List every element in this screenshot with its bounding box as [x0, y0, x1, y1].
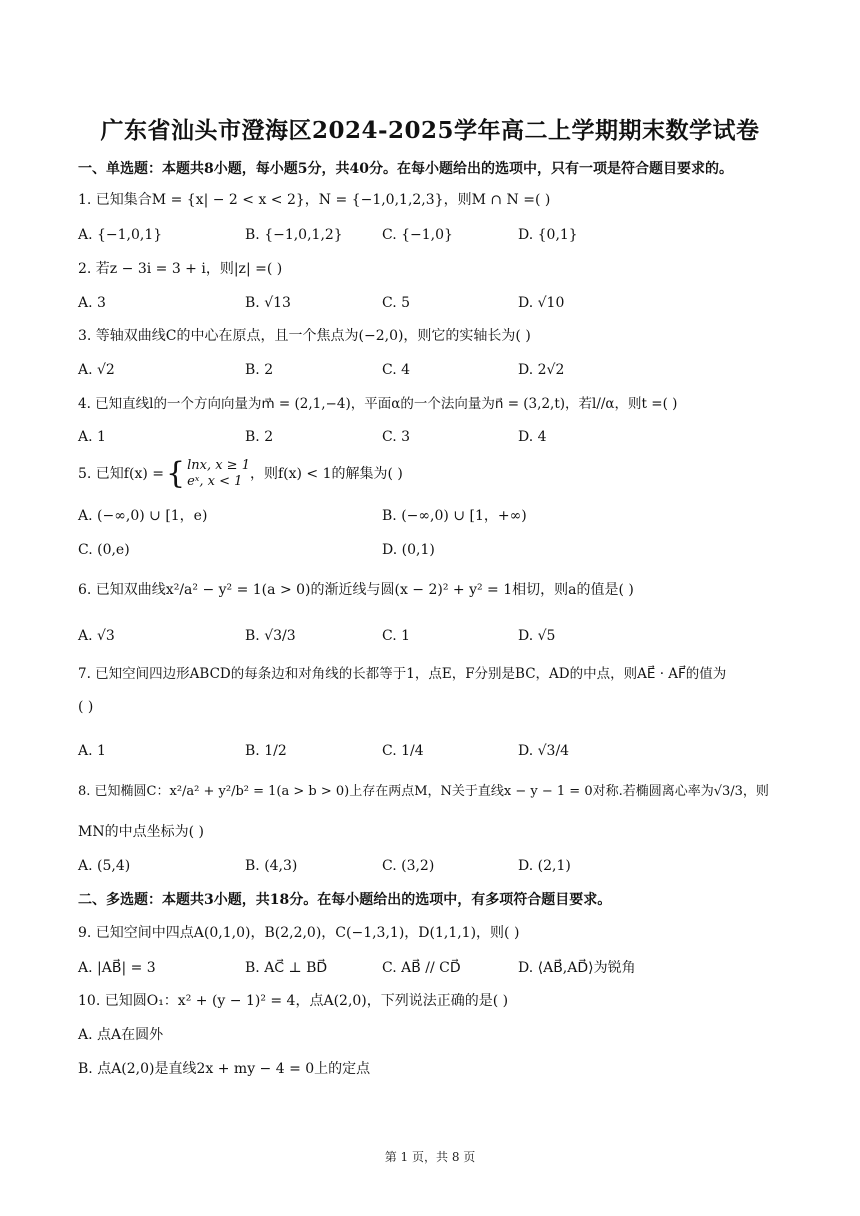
- section-heading-single-choice: 一、单选题：本题共8小题，每小题5分，共40分。在每小题给出的选项中，只有一项是符合题目要求的。: [78, 161, 733, 177]
- option-a: A. (5,4): [78, 858, 131, 874]
- option-d: D. √10: [518, 295, 565, 311]
- option-a: A. {−1,0,1}: [78, 227, 163, 243]
- option-c: C. (0,e): [78, 542, 130, 558]
- piecewise-case-2: eˣ, x < 1: [187, 474, 243, 489]
- question-8: 8. 已知椭圆C：x²/a² + y²/b² = 1(a > b > 0)上存在两点M，N关于直线x − y − 1 = 0对称.若椭圆离心率为√3/3，则: [78, 784, 769, 799]
- option-a: A. 3: [78, 295, 106, 311]
- piecewise-brace: {: [166, 456, 186, 491]
- option-c: C. 1/4: [382, 743, 424, 759]
- page-footer: 第 1 页，共 8 页: [384, 1150, 476, 1164]
- option-c: C. 1: [382, 628, 411, 644]
- piecewise-cases: [187, 458, 250, 490]
- option-c: C. 3: [382, 429, 411, 445]
- option-b: B. AC⃗ ⊥ BD⃗: [245, 960, 328, 976]
- question-5-suffix: ，则f(x) < 1的解集为( ): [249, 466, 403, 482]
- option-d: D. 2√2: [518, 362, 565, 378]
- section-heading-multiple-choice: 二、多选题：本题共3小题，共18分。在每小题给出的选项中，有多项符合题目要求。: [78, 892, 612, 908]
- option-d: D. (2,1): [518, 858, 571, 874]
- question-7-continuation: ( ): [78, 699, 94, 715]
- option-a: A. √2: [78, 362, 115, 378]
- question-6: 6. 已知双曲线x²/a² − y² = 1(a > 0)的渐近线与圆(x − 2)² + y² = 1相切，则a的值是( ): [78, 582, 634, 598]
- option-a: A. |AB⃗| = 3: [78, 960, 156, 976]
- option-d: D. {0,1}: [518, 227, 578, 243]
- option-c: C. 5: [382, 295, 411, 311]
- option-d: D. (0,1): [382, 542, 435, 558]
- option-b: B. 2: [245, 362, 274, 378]
- option-b: B. (−∞,0) ∪ [1，+∞): [382, 508, 527, 524]
- question-4: 4. 已知直线l的一个方向向量为m⃗ = (2,1,−4)，平面α的一个法向量为n⃗ = (3,2,t)，若l//α，则t =( ): [78, 396, 678, 412]
- question-7: 7. 已知空间四边形ABCD的每条边和对角线的长都等于1，点E，F分别是BC，AD的中点，则AE⃗ · AF⃗的值为: [78, 666, 727, 682]
- option-b: B. 1/2: [245, 743, 287, 759]
- option-b: B. √13: [245, 295, 291, 311]
- question-9: 9. 已知空间中四点A(0,1,0)，B(2,2,0)，C(−1,3,1)，D(1,1,1)，则( ): [78, 925, 520, 941]
- option-b: B. (4,3): [245, 858, 298, 874]
- option-a: A. 点A在圆外: [78, 1027, 164, 1043]
- option-a: A. 1: [78, 429, 106, 445]
- page-title: 广东省汕头市澄海区2024-2025学年高二上学期期末数学试卷: [100, 117, 760, 144]
- question-5: [78, 458, 403, 490]
- option-b: B. 2: [245, 429, 274, 445]
- option-d: D. √3/4: [518, 743, 570, 759]
- option-b: B. 点A(2,0)是直线2x + my − 4 = 0上的定点: [78, 1061, 371, 1077]
- question-10: 10. 已知圆O₁：x² + (y − 1)² = 4，点A(2,0)，下列说法正确的是( ): [78, 993, 509, 1009]
- piecewise-case-1: lnx, x ≥ 1: [187, 458, 250, 473]
- question-3: 3. 等轴双曲线C的中心在原点，且一个焦点为(−2,0)，则它的实轴长为( ): [78, 328, 531, 344]
- option-d: D. √5: [518, 628, 556, 644]
- option-c: C. {−1,0}: [382, 227, 453, 243]
- option-a: A. 1: [78, 743, 106, 759]
- question-2: 2. 若z − 3i = 3 + i，则|z| =( ): [78, 261, 283, 277]
- option-c: C. (3,2): [382, 858, 435, 874]
- question-1: 1. 已知集合M = {x| − 2 < x < 2}，N = {−1,0,1,2,3}，则M ∩ N =( ): [78, 192, 551, 208]
- option-d: D. 4: [518, 429, 547, 445]
- option-c: C. 4: [382, 362, 411, 378]
- option-a: A. (−∞,0) ∪ [1，e): [78, 508, 208, 524]
- question-5-prefix: 5. 已知f(x) =: [78, 466, 164, 482]
- option-c: C. AB⃗ // CD⃗: [382, 960, 461, 976]
- option-b: B. {−1,0,1,2}: [245, 227, 343, 243]
- option-a: A. √3: [78, 628, 115, 644]
- option-d: D. ⟨AB⃗,AD⃗⟩为锐角: [518, 960, 636, 976]
- question-8-continuation: MN的中点坐标为( ): [78, 824, 204, 840]
- option-b: B. √3/3: [245, 628, 296, 644]
